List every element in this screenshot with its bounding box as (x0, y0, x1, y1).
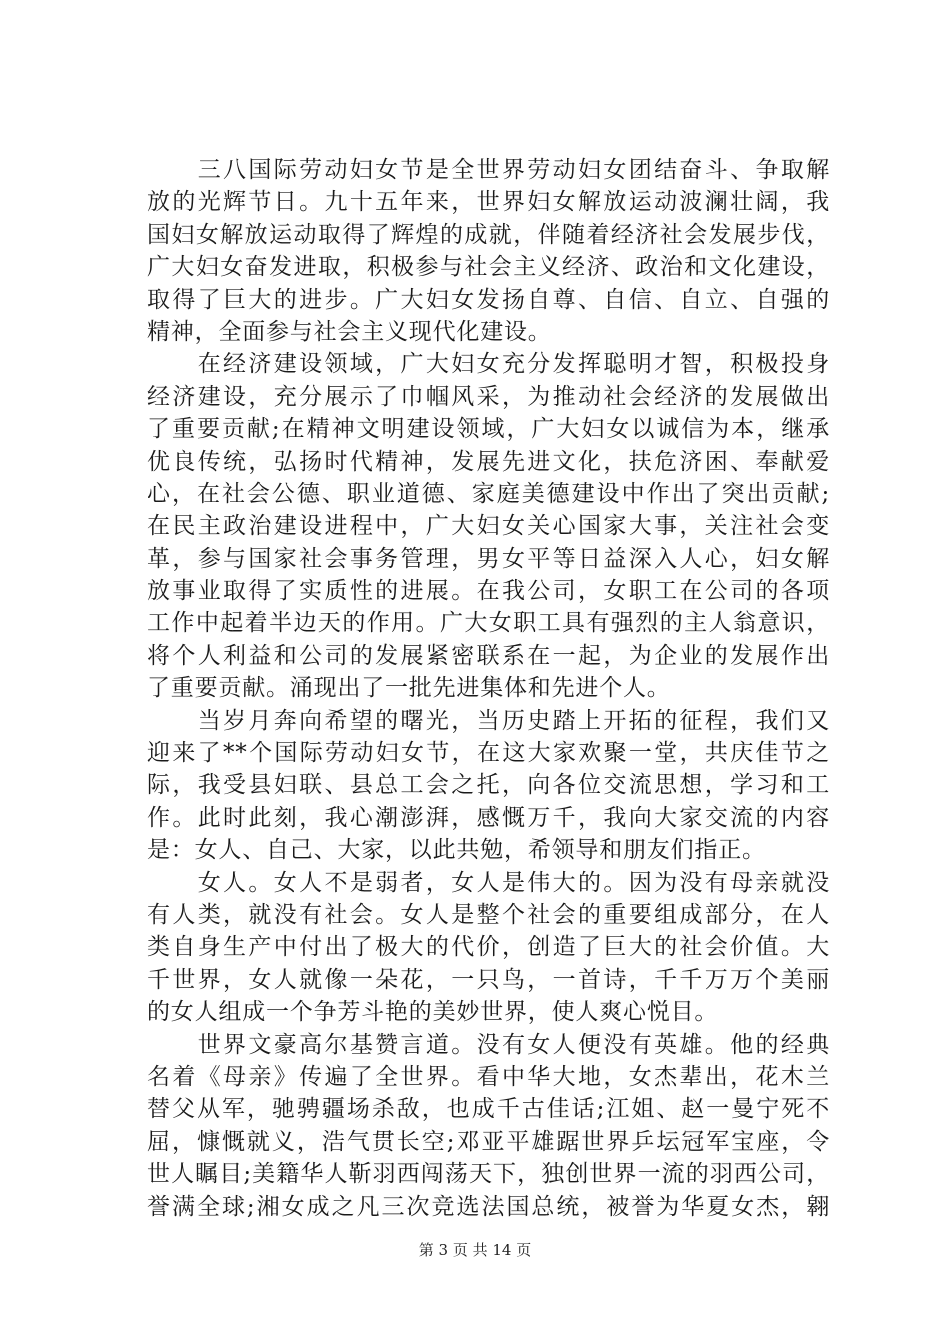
text-line: 三八国际劳动妇女节是全世界劳动妇女团结奋斗、争取解 (147, 157, 830, 183)
text-line: 工作中起着半边天的作用。广大女职工具有强烈的主人翁意识， (147, 610, 830, 637)
text-line: 取得了巨大的进步。广大妇女发扬自尊、自信、自立、自强的 (147, 286, 830, 313)
text-line: 世界文豪高尔基赞言道。没有女人便没有英雄。他的经典 (147, 1031, 830, 1058)
text-line: 了重要贡献。涌现出了一批先进集体和先进个人。 (147, 675, 671, 702)
text-line: 际，我受县妇联、县总工会之托，向各位交流思想，学习和工 (147, 772, 830, 799)
text-line: 作。此时此刻，我心潮澎湃，感慨万千，我向大家交流的内容 (147, 804, 830, 831)
text-line: 心，在社会公德、职业道德、家庭美德建设中作出了突出贡献; (147, 480, 830, 507)
text-line: 替父从军，驰骋疆场杀敌，也成千古佳话;江姐、赵一曼宁死不 (147, 1096, 830, 1123)
text-line: 广大妇女奋发进取，积极参与社会主义经济、政治和文化建设， (147, 254, 830, 281)
text-line: 当岁月奔向希望的曙光，当历史踏上开拓的征程，我们又 (147, 707, 830, 734)
text-line: 革，参与国家社会事务管理，男女平等日益深入人心，妇女解 (147, 545, 830, 572)
text-line: 在民主政治建设进程中，广大妇女关心国家大事，关注社会变 (147, 513, 830, 540)
body-text (147, 154, 830, 1223)
text-line: 名着《母亲》传遍了全世界。看中华大地，女杰辈出，花木兰 (147, 1063, 830, 1090)
text-line: 国妇女解放运动取得了辉煌的成就，伴随着经济社会发展步伐， (147, 221, 830, 248)
text-line: 放的光辉节日。九十五年来，世界妇女解放运动波澜壮阔，我 (147, 189, 830, 216)
text-line: 在经济建设领域，广大妇女充分发挥聪明才智，积极投身 (147, 351, 830, 378)
text-line: 的女人组成一个争芳斗艳的美妙世界，使人爽心悦目。 (147, 999, 719, 1026)
text-line: 优良传统，弘扬时代精神，发展先进文化，扶危济困、奉献爱 (147, 448, 830, 475)
text-line: 放事业取得了实质性的进展。在我公司，女职工在公司的各项 (147, 578, 830, 605)
text-line: 世人瞩目;美籍华人靳羽西闯荡天下，独创世界一流的羽西公司， (147, 1161, 830, 1188)
page-number-footer: 第 3 页 共 14 页 (418, 1241, 532, 1259)
text-line: 经济建设，充分展示了巾帼风采，为推动社会经济的发展做出 (147, 383, 830, 410)
text-line: 誉满全球;湘女成之凡三次竞选法国总统，被誉为华夏女杰，翱 (147, 1193, 830, 1220)
text-line: 屈，慷慨就义，浩气贯长空;邓亚平雄踞世界乒坛冠军宝座，令 (147, 1128, 830, 1155)
text-line: 将个人利益和公司的发展紧密联系在一起，为企业的发展作出 (147, 642, 830, 669)
text-line: 千世界，女人就像一朵花，一只鸟，一首诗，千千万万个美丽 (147, 966, 830, 993)
text-line: 是：女人、自己、大家，以此共勉，希领导和朋友们指正。 (147, 837, 766, 864)
text-line: 有人类，就没有社会。女人是整个社会的重要组成部分，在人 (147, 901, 830, 928)
text-line: 了重要贡献;在精神文明建设领域，广大妇女以诚信为本，继承 (147, 416, 830, 443)
text-line: 迎来了**个国际劳动妇女节，在这大家欢聚一堂，共庆佳节之 (147, 740, 830, 767)
text-line: 女人。女人不是弱者，女人是伟大的。因为没有母亲就没 (147, 869, 830, 896)
text-line: 类自身生产中付出了极大的代价，创造了巨大的社会价值。大 (147, 934, 830, 961)
text-line: 精神，全面参与社会主义现代化建设。 (147, 318, 552, 345)
